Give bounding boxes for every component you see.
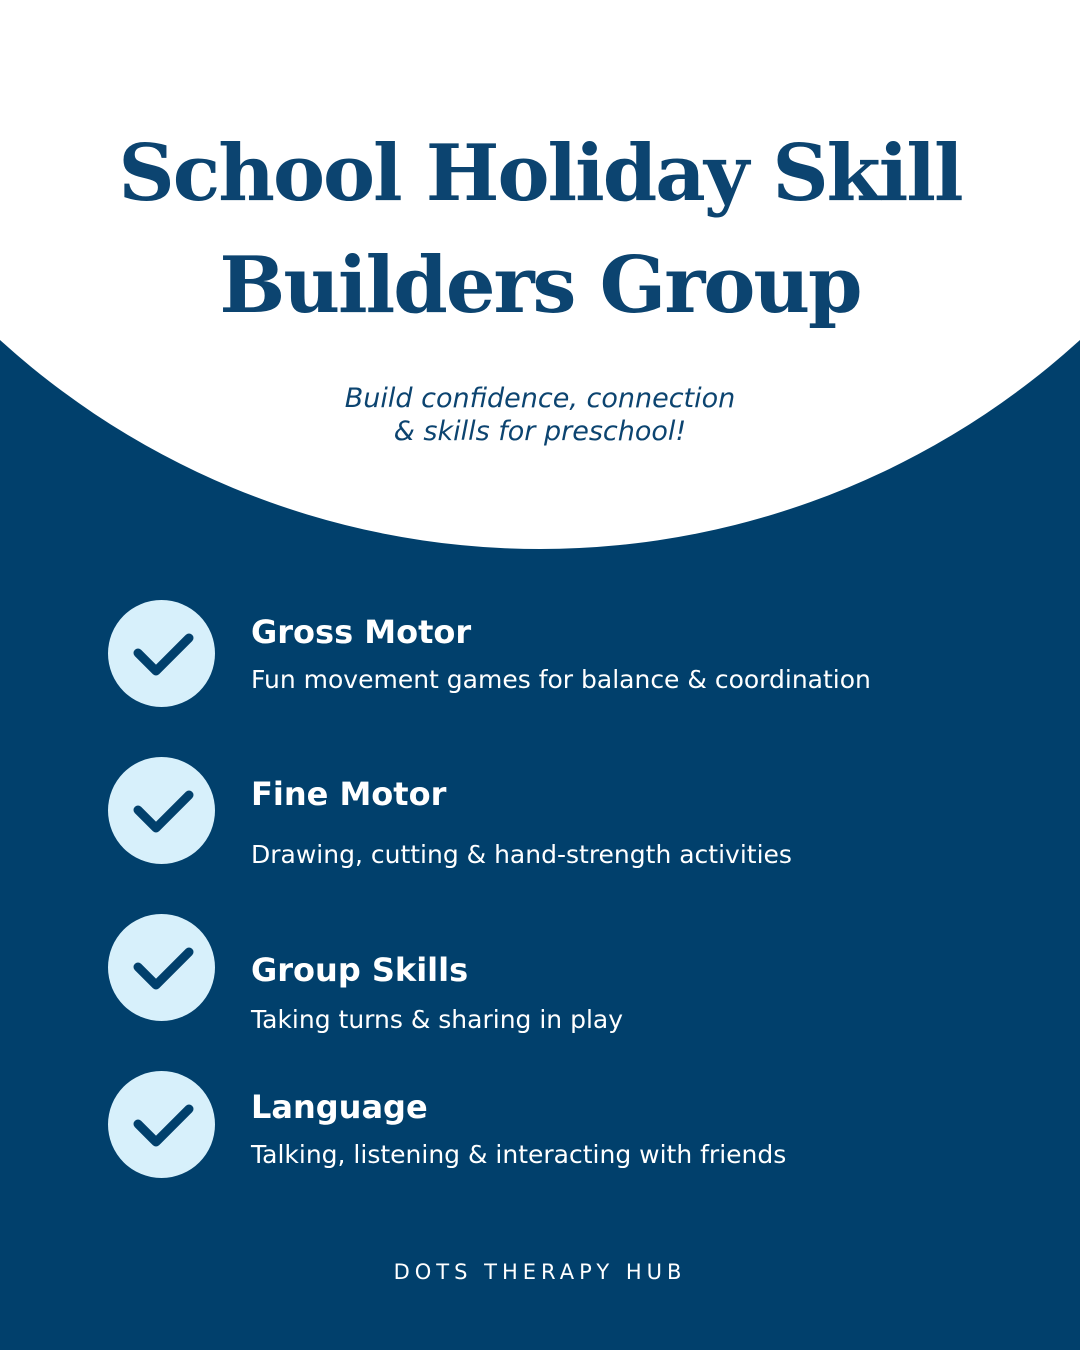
skill-title: Gross Motor bbox=[251, 613, 472, 651]
skill-title: Fine Motor bbox=[251, 775, 447, 813]
subtitle-line-1: Build confidence, connection bbox=[344, 383, 736, 414]
skill-description: Taking turns & sharing in play bbox=[251, 1005, 624, 1034]
brand-footer: DOTS THERAPY HUB bbox=[393, 1260, 687, 1284]
page-title bbox=[0, 118, 1080, 342]
subtitle-line-2: & skills for preschool! bbox=[393, 416, 687, 447]
title-line-2: Builders Group bbox=[219, 240, 861, 331]
subtitle bbox=[0, 382, 1080, 448]
skill-item-gross-motor bbox=[108, 600, 1008, 720]
skill-item-group-skills bbox=[108, 914, 1008, 1034]
skill-item-fine-motor bbox=[108, 757, 1008, 877]
checkmark-icon bbox=[108, 757, 215, 864]
skill-title: Group Skills bbox=[251, 951, 469, 989]
skill-title: Language bbox=[251, 1088, 428, 1126]
checkmark-icon bbox=[108, 1071, 215, 1178]
skill-item-language bbox=[108, 1071, 1008, 1191]
skill-description: Fun movement games for balance & coordination bbox=[251, 665, 871, 694]
checkmark-icon bbox=[108, 914, 215, 1021]
title-line-1: School Holiday Skill bbox=[118, 128, 962, 219]
checkmark-icon bbox=[108, 600, 215, 707]
skill-description: Talking, listening & interacting with friends bbox=[251, 1140, 787, 1169]
skill-description: Drawing, cutting & hand-strength activities bbox=[251, 840, 792, 869]
